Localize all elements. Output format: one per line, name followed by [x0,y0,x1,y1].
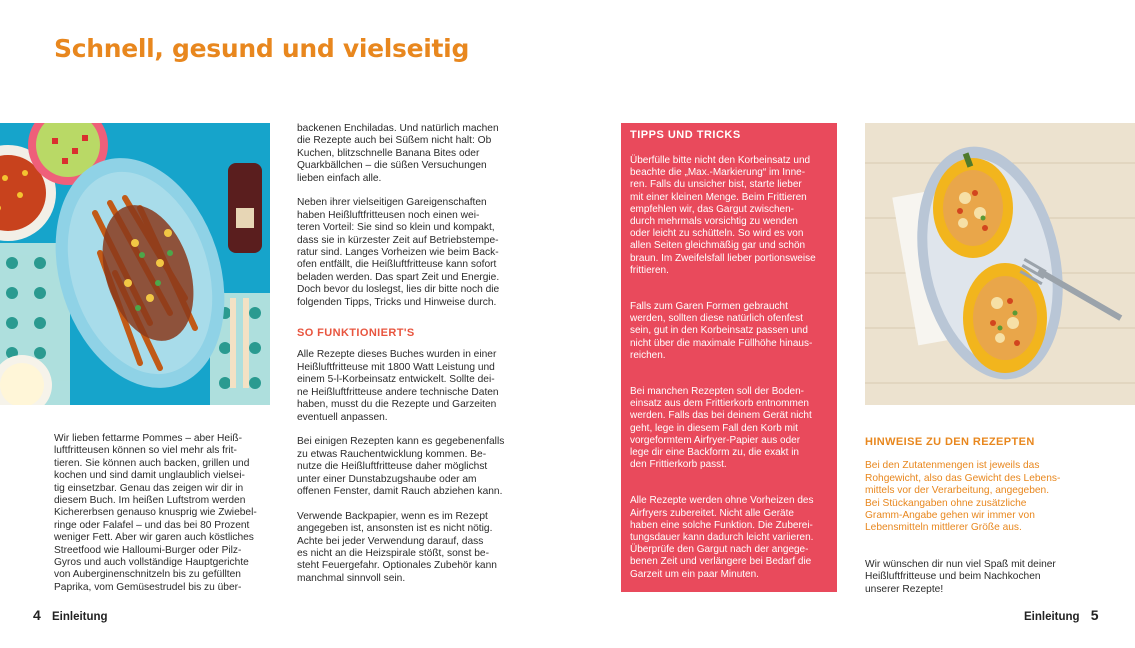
hints-column [865,436,1080,596]
tip-item: Überfülle bitte nicht den Korbeinsatz und beachte die „Max.-Markierung“ im Inne- ren. Falls du unsicher bist, starte lieber mit einer kleinen Menge. Beim Frittieren empfehlen wir, das Gargut zwischen- durch mehrmals vorsichtig zu wenden oder leicht zu schütteln. So wird es von allen Seiten gleichmäßig gar und schön braun. Im Zweifelsfall lieber portionsweise frittieren. [630,155,816,276]
paragraph-advantages: Neben ihrer vielseitigen Gareigenschaften haben Heißluftfritteusen noch einen wei- teren Vorteil: Sie sind so klein und kompakt, dass sie in kürzester Zeit auf Betriebstempe- ratur sind. Langes Vorheizen wie beim Back- ofen entfällt, die Heißluftfritteuse kann sofort beladen werden. Das spart Zeit und Energie. Doch bevor du loslegst, lies dir bitte noch die folgenden Tipps, Tricks und Hinweise durch. [297,197,500,308]
tip-item: Bei manchen Rezepten soll der Boden- einsatz aus dem Frittierkorb entnommen werden. Falls das bei deinem Gerät nicht geht, lege in diesem Fall den Korb mit vorgeformtem Airfryer-Papier aus oder lege dir eine Backform zu, die exakt in den Frittierkorb passt. [630,386,812,471]
intro-column [54,433,264,594]
footer-label-right: Einleitung [1024,611,1080,623]
paragraph-power: Alle Rezepte dieses Buches wurden in einer Heißluftfritteuse mit 1800 Watt Leistung und einem 5-l-Korbeinsatz entwickelt. Sollte dei- ne Heißluftfritteuse andere technische Daten haben, musst du die Rezepte und Garzeiten eventuell anpassen. [297,349,499,423]
middle-column [297,123,522,585]
stuffed-peppers-photo [865,123,1135,405]
page-number-left: 4 [33,607,41,623]
paragraph-smoke: Bei einigen Rezepten kann es gegebenenfalls zu etwas Rauchentwicklung kommen. Be- nutze die Heißluftfritteuse daher möglichst unter einer Dunstabzugshaube oder am offenen Fenster, damit Rauch abziehen kann. [297,436,505,497]
section-heading-so-funktionierts: SO FUNKTIONIERT'S [297,327,415,340]
tip-item: Alle Rezepte werden ohne Vorheizen des Airfryers zubereitet. Nicht alle Geräte haben eine solche Funktion. Die Zuberei- tungsdauer kann dadurch leicht variieren. Überprüfe den Gargut nach der angege- benen Zeit und verlängere bei Bedarf die Garzeit um ein paar Minuten. [630,495,814,580]
footer-left [33,607,108,623]
hints-heading: HINWEISE ZU DEN REZEPTEN [865,436,1035,448]
tip-item: Falls zum Garen Formen gebraucht werden, sollten diese natürlich ofenfest sein, gut in den Korbeinsatz passen und nicht über die maximale Füllhöhe hinaus- reichen. [630,301,813,361]
paragraph-sweets: backenen Enchiladas. Und natürlich machen die Rezepte auch bei Süßem nicht halt: Ob Kuchen, blitzschnelle Banana Bites oder Quarkbällchen – die süßen Versuchungen lieben einfach alle. [297,123,499,184]
page-number-right: 5 [1090,607,1099,623]
page-title: Schnell, gesund und vielseitig [54,34,470,63]
hints-paragraph: Bei den Zutatenmengen ist jeweils das Rohgewicht, also das Gewicht des Lebens- mittels vor der Verarbeitung, angegeben. Bei Stückangaben ohne zusätzliche Gramm-Angabe gehen wir immer von Lebensmitteln mittlerer Größe aus. [865,460,1061,534]
tips-heading: TIPPS UND TRICKS [630,129,741,141]
paragraph-baking-paper: Verwende Backpapier, wenn es im Rezept angegeben ist, ansonsten ist es nicht nötig. Achte bei jeder Verwendung darauf, dass es nicht an die Heizspirale stößt, sonst be- steht Feuergefahr. Optionales Zubehör kann manchmal sinnvoll sein. [297,510,497,584]
footer-label-left: Einleitung [52,611,108,623]
fries-photo [0,123,270,405]
footer-right [1024,607,1099,623]
tips-box [621,123,837,592]
closing-paragraph: Wir wünschen dir nun viel Spaß mit deiner Heißluftfritteuse und beim Nachkochen unserer Rezepte! [865,558,1056,595]
intro-paragraph: Wir lieben fettarme Pommes – aber Heiß- luftfritteusen können so viel mehr als frit- tieren. Sie können auch backen, grillen und kochen und sind damit unglaublich vielsei- tig einsetzbar. Genau das zeigen wir dir in diesem Buch. Im heißen Luftstrom werden Kichererbsen genauso knusprig wie Zwiebel- ringe oder Falafel – und das bei 80 Prozent weniger Fett. Aber wir garen auch köstliches Streetfood wie Halloumi-Burger oder Pilz- Gyros und auch vollständige Hauptgerichte von Auberginenschnitzeln bis zu gefüllten Paprika, vom Gemüsestrudel bis zu über- [54,433,257,593]
